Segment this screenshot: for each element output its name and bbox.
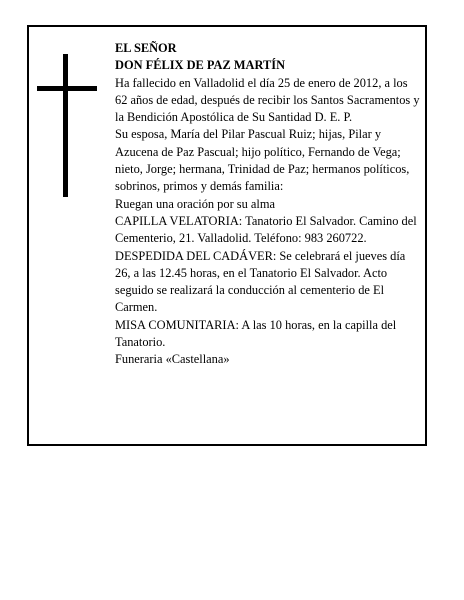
funeral-home: Funeraria «Castellana» bbox=[115, 352, 230, 367]
deceased-name: DON FÉLIX DE PAZ MARTÍN bbox=[115, 58, 286, 73]
prayer-request: Ruegan una oración por su alma bbox=[115, 196, 275, 211]
obituary-text bbox=[115, 40, 423, 369]
cross-vertical-bar bbox=[63, 54, 68, 197]
death-announcement: Ha fallecido en Valladolid el día 25 de enero de 2012, a los 62 años de edad, después de recibir los Santos Sacramentos y la Bendición Apostólica de Su Santidad D. E. P. bbox=[115, 75, 420, 125]
notice-title: EL SEÑOR bbox=[115, 41, 177, 55]
farewell-info: DESPEDIDA DEL CADÁVER: Se celebrará el jueves día 26, a las 12.45 horas, en el Tanatorio El Salvador. Acto seguido se realizará la conducción al cementerio de El Carmen. bbox=[115, 248, 406, 315]
family-list: Su esposa, María del Pilar Pascual Ruiz; hijas, Pilar y Azucena de Paz Pascual; hijo político, Fernando de Vega; nieto, Jorge; hermana, Trinidad de Paz; hermanos políticos, sobrinos, primos y demás familia: bbox=[115, 127, 410, 194]
cross-icon bbox=[37, 54, 97, 197]
mass-info: MISA COMUNITARIA: A las 10 horas, en la capilla del Tanatorio. bbox=[115, 317, 397, 350]
cross-horizontal-bar bbox=[37, 86, 97, 91]
chapel-info: CAPILLA VELATORIA: Tanatorio El Salvador. Camino del Cementerio, 21. Valladolid. Teléfono: 983 260722. bbox=[115, 213, 417, 246]
